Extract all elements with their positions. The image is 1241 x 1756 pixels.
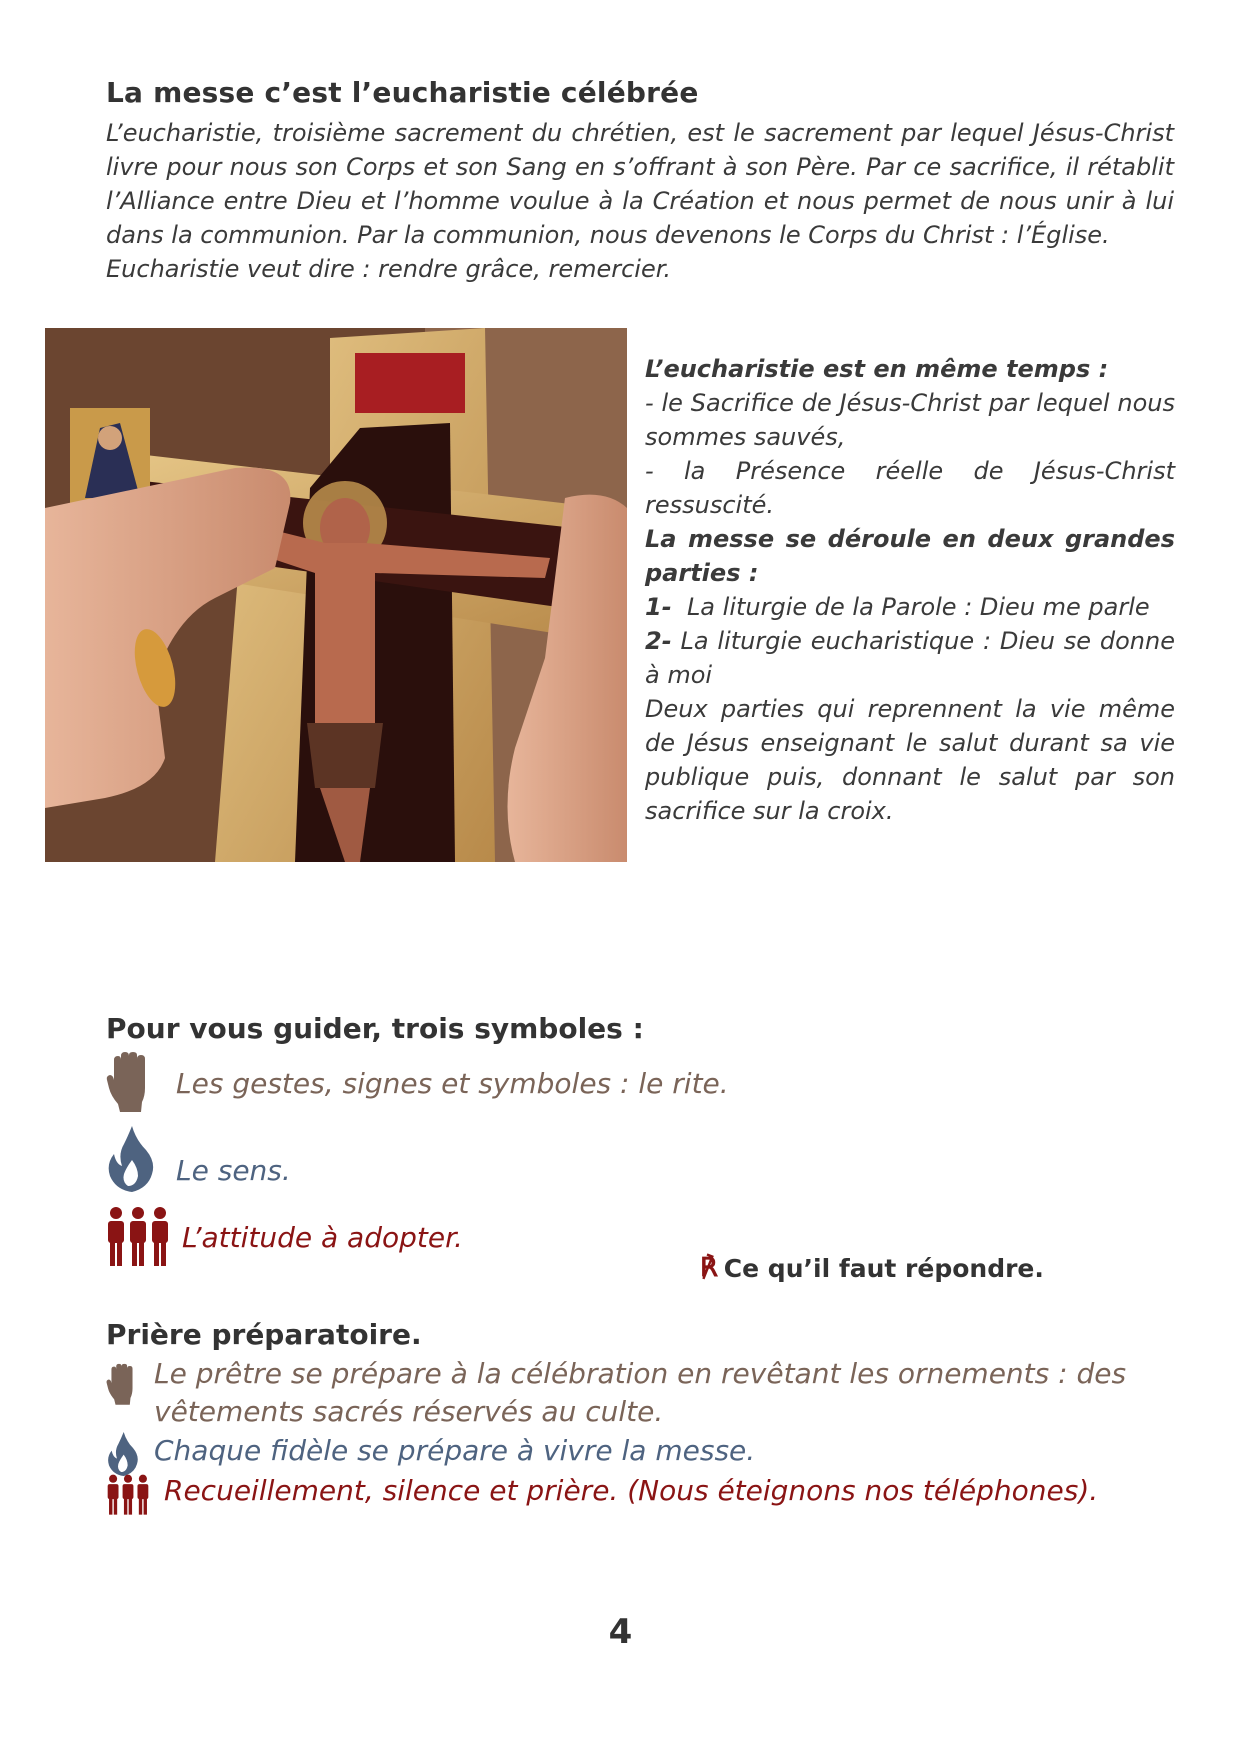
flame-icon: [106, 1432, 140, 1476]
crucifix-illustration: [45, 328, 627, 862]
part-1: [645, 590, 1175, 624]
page-title: La messe c’est l’eucharistie célébrée: [106, 76, 699, 109]
hand-icon: [106, 1363, 140, 1407]
legend-rite: [106, 1052, 729, 1114]
side-text: [645, 352, 1175, 828]
legend-sens: [106, 1126, 291, 1192]
prayer-rite-text: Le prêtre se prépare à la célébration en revêtant les ornements : des vêtements sacrés réservés au culte.: [154, 1357, 1127, 1428]
intro-paragraph: L’eucharistie, troisième sacrement du chrétien, est le sacrement par lequel Jésus-Christ livre pour nous son Corps et son Sang en s’offrant à son Père. Par ce sacrifice, il rétablit l’Alliance entre Dieu et l’homme voulue à la Création et nous permet de nous unir à lui dans la communion. Par la communion, nous devenons le Corps du Christ : l’Église.: [106, 119, 1174, 249]
prayer-sens-text: Chaque fidèle se prépare à vivre la messe.: [154, 1434, 756, 1467]
intro-definition: Eucharistie veut dire : rendre grâce, remercier.: [106, 255, 672, 283]
side-heading: L’eucharistie est en même temps :: [645, 355, 1109, 383]
people-icon: [106, 1206, 170, 1268]
part-1-number: 1-: [645, 593, 672, 621]
hand-icon: [106, 1052, 156, 1114]
flame-icon: [106, 1126, 156, 1192]
part-2-text: La liturgie eucharistique : Dieu se donne à moi: [645, 627, 1175, 689]
part-2: [645, 624, 1175, 692]
intro-block: [106, 116, 1174, 286]
prayer-attitude: [106, 1472, 1098, 1516]
people-icon: [106, 1474, 150, 1516]
parts-heading: La messe se déroule en deux grandes parties :: [645, 525, 1175, 587]
prayer-attitude-text: Recueillement, silence et prière. (Nous éteignons nos téléphones).: [164, 1474, 1099, 1507]
prayer-heading: Prière préparatoire.: [106, 1318, 422, 1351]
page-number: 4: [608, 1612, 633, 1652]
legend-attitude-text: L’attitude à adopter.: [182, 1220, 463, 1254]
legend-reply-text: Ce qu’il faut répondre.: [723, 1253, 1044, 1283]
symbols-heading: Pour vous guider, trois symboles :: [106, 1012, 644, 1045]
side-item-presence: - la Présence réelle de Jésus-Christ ressuscité.: [645, 457, 1175, 519]
legend-sens-text: Le sens.: [176, 1153, 291, 1187]
response-icon: ℟: [700, 1253, 718, 1283]
legend-reply: [700, 1253, 1044, 1283]
prayer-sens: [106, 1432, 755, 1476]
legend-rite-text: Les gestes, signes et symboles : le rite.: [176, 1066, 729, 1100]
prayer-rite: [106, 1355, 1174, 1431]
part-2-number: 2-: [645, 627, 672, 655]
side-item-sacrifice: - le Sacrifice de Jésus-Christ par lequel nous sommes sauvés,: [645, 389, 1175, 451]
part-1-text: La liturgie de la Parole : Dieu me parle: [686, 593, 1150, 621]
legend-attitude: [106, 1206, 463, 1268]
side-conclusion: Deux parties qui reprennent la vie même de Jésus enseignant le salut durant sa vie publique puis, donnant le salut par son sacrifice sur la croix.: [645, 695, 1175, 825]
crucifix-photo: [45, 328, 627, 862]
